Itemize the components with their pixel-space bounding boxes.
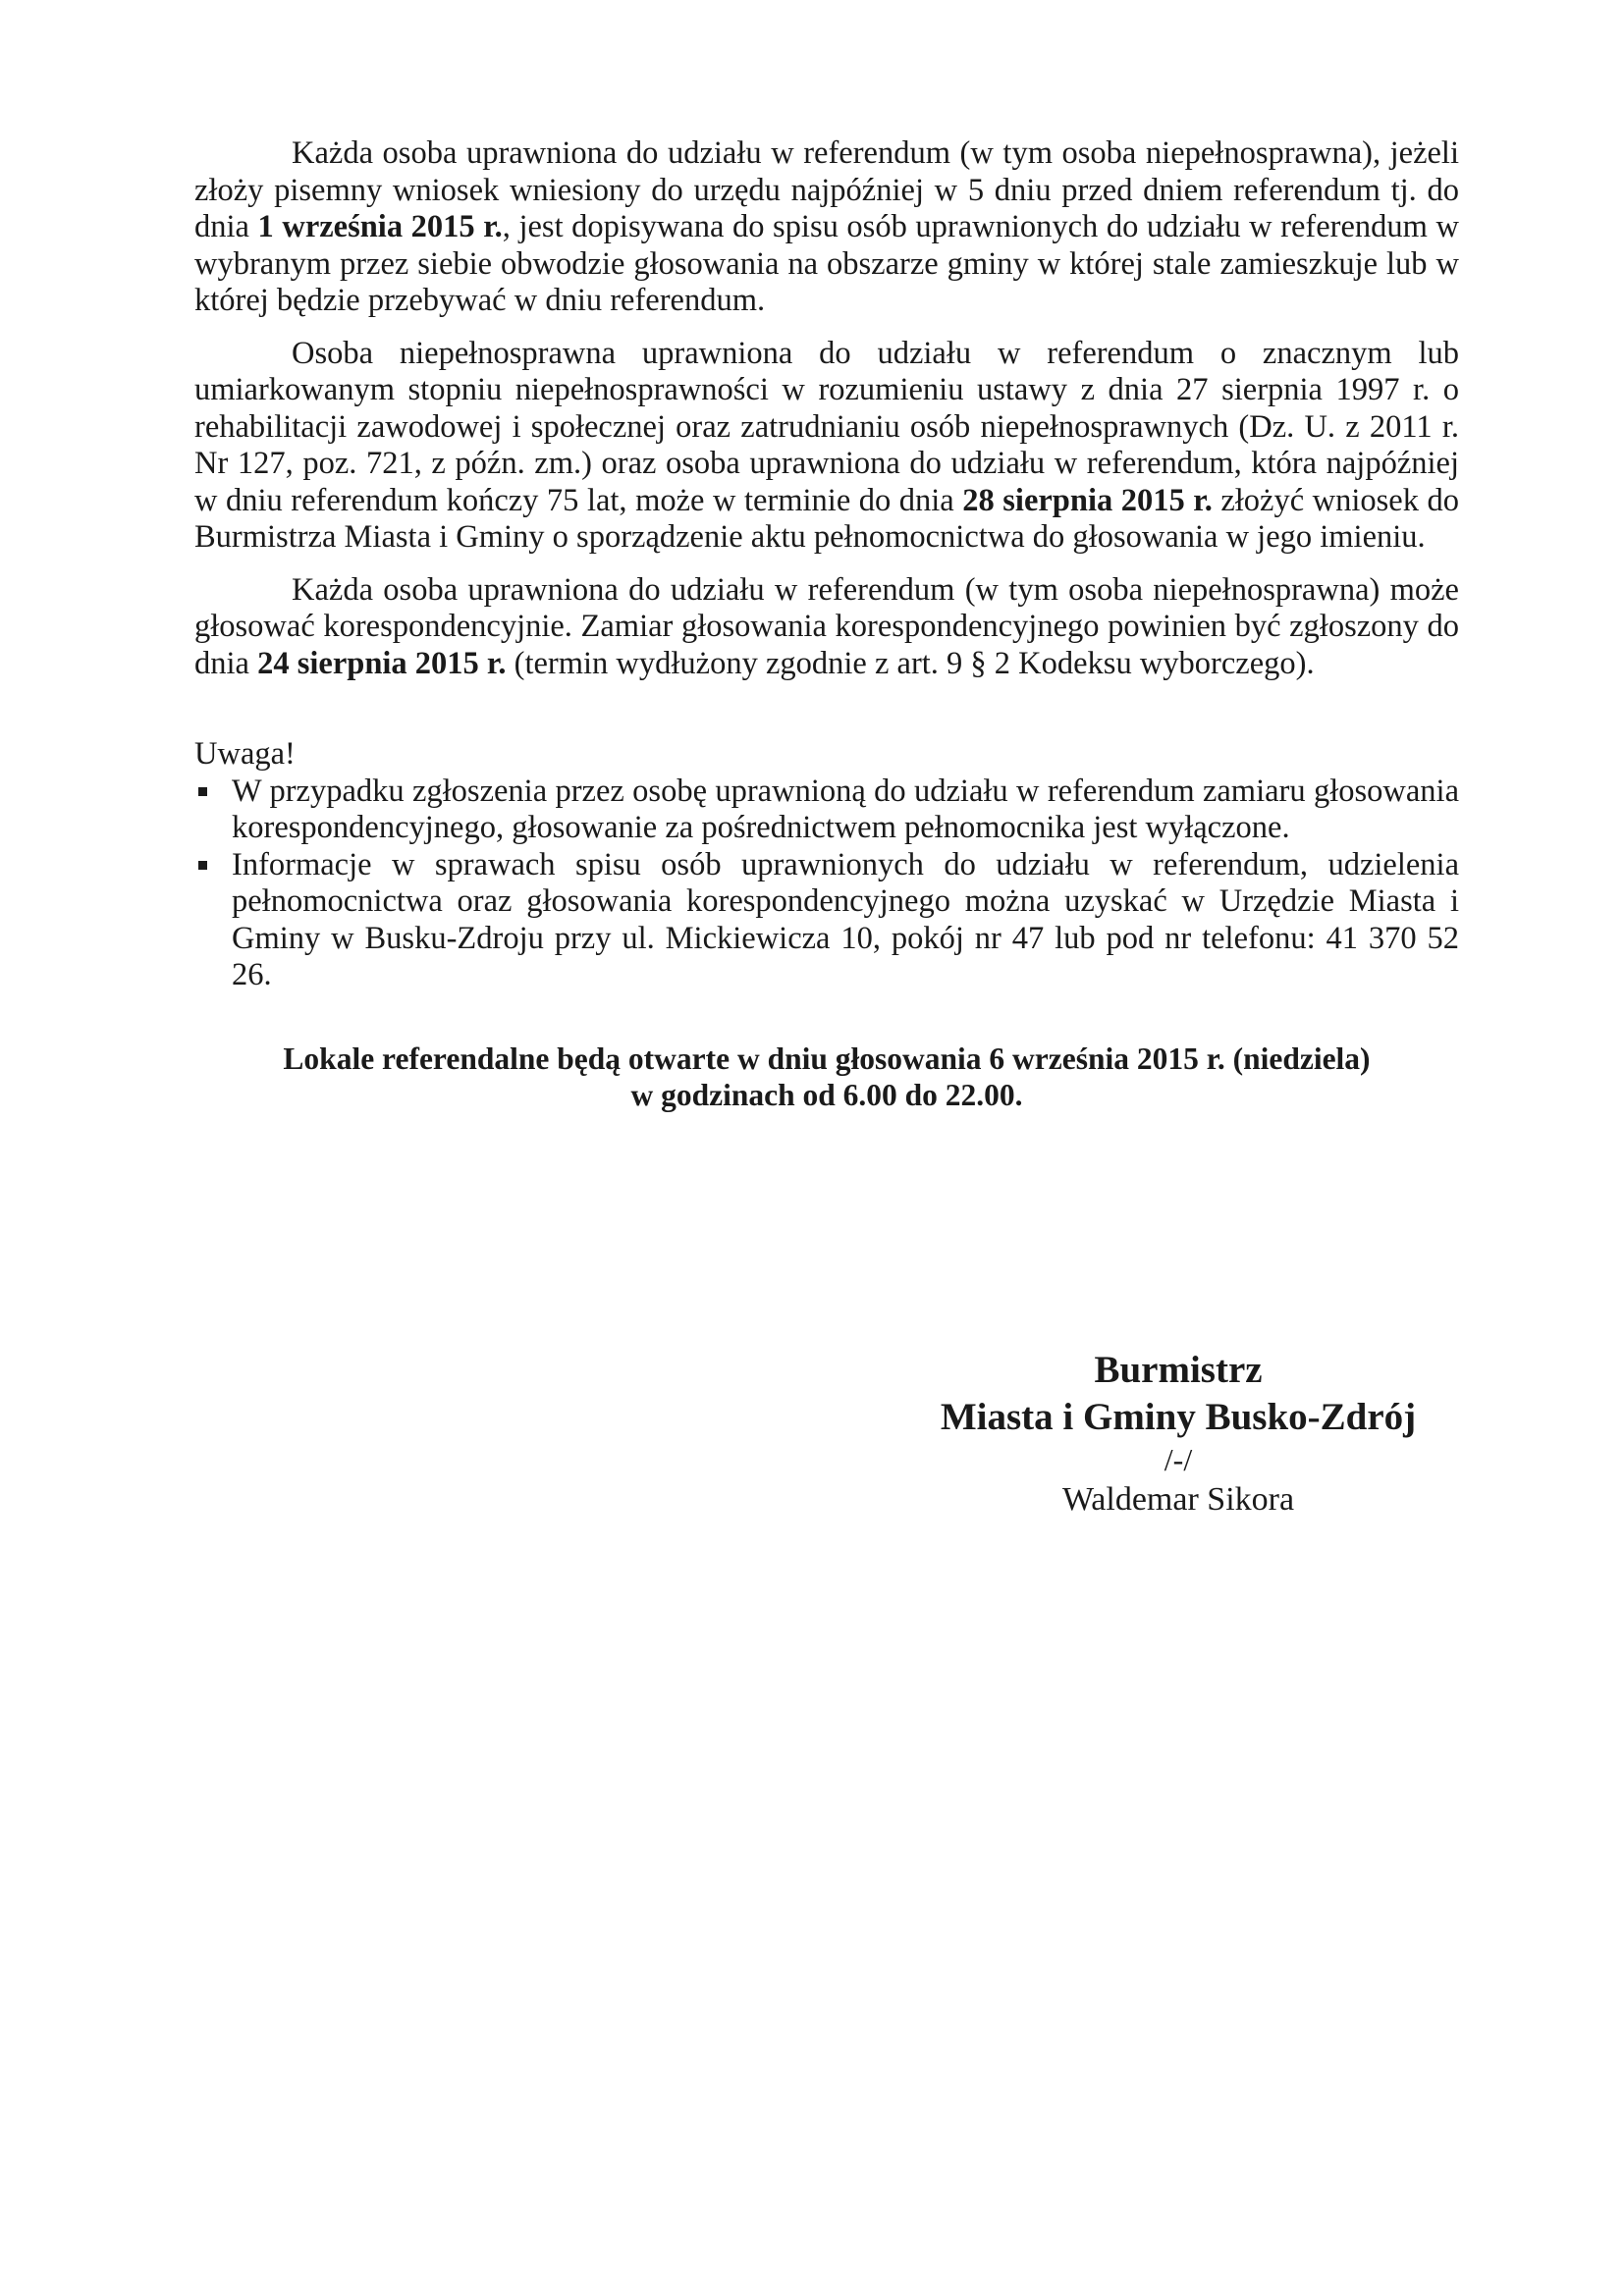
- note-label: Uwaga!: [194, 736, 296, 772]
- paragraph-postal-voting: Każda osoba uprawniona do udziału w referendum (w tym osoba niepełnosprawna) może głosować korespondencyjnie. Zamiar głosowania korespondencyjnego powinien być zgłoszony do dnia 24 sierpnia 2015 r. (termin wydłużony zgodnie z art. 9 § 2 Kodeksu wyborczego).: [194, 571, 1459, 681]
- closing-line-2: w godzinach od 6.00 do 22.00.: [630, 1078, 1023, 1112]
- paragraph-registration: Każda osoba uprawniona do udziału w referendum (w tym osoba niepełnosprawna), jeżeli złoży pisemny wniosek wniesiony do urzędu najpóźniej w 5 dniu przed dniem referendum tj. do dnia 1 września 2015 r., jest dopisywana do spisu osób uprawnionych do udziału w referendum w wybranym przez siebie obwodzie głosowania na obszarze gminy w której stale zamieszkuje lub w której będzie przebywać w dniu referendum.: [194, 135, 1459, 318]
- list-item: Informacje w sprawach spisu osób uprawnionych do udziału w referendum, udzielenia pełnomocnictwa oraz głosowania korespondencyjnego można uzyskać w Urzędzie Miasta i Gminy w Busku-Zdroju przy ul. Mickiewicza 10, pokój nr 47 lub pod nr telefonu: 41 370 52 26.: [194, 847, 1459, 994]
- deadline-registration: 1 września 2015 r.: [257, 209, 503, 244]
- paragraph-proxy-voting: Osoba niepełnosprawna uprawniona do udziału w referendum o znacznym lub umiarkowanym stopniu niepełnosprawności w rozumieniu ustawy z dnia 27 sierpnia 1997 r. o rehabilitacji zawodowej i społecznej oraz zatrudnianiu osób niepełnosprawnych (Dz. U. z 2011 r. Nr 127, poz. 721, z późn. zm.) oraz osoba uprawniona do udziału w referendum, która najpóźniej w dniu referendum kończy 75 lat, może w terminie do dnia 28 sierpnia 2015 r. złożyć wniosek do Burmistrza Miasta i Gminy o sporządzenie aktu pełnomocnictwa do głosowania w jego imieniu.: [194, 335, 1459, 555]
- closing-notice: [194, 1041, 1459, 1114]
- signature-block: [903, 1347, 1453, 1522]
- square-bullet-icon: [198, 861, 207, 870]
- document-body: [194, 135, 1459, 1114]
- square-bullet-icon: [198, 787, 207, 796]
- signature-title: Burmistrz: [1094, 1349, 1263, 1391]
- signatory-name: Waldemar Sikora: [1061, 1481, 1295, 1518]
- list-item: W przypadku zgłoszenia przez osobę uprawnioną do udziału w referendum zamiaru głosowania korespondencyjnego, głosowanie za pośrednictwem pełnomocnika jest wyłączone.: [194, 774, 1459, 847]
- deadline-postal: 24 sierpnia 2015 r.: [257, 645, 507, 681]
- deadline-proxy: 28 sierpnia 2015 r.: [962, 482, 1213, 518]
- closing-line-1: Lokale referendalne będą otwarte w dniu głosowania 6 września 2015 r. (niedziela): [283, 1041, 1371, 1076]
- signature-mark: /-/: [1164, 1442, 1193, 1477]
- note-list: [194, 774, 1459, 994]
- signature-office: Miasta i Gminy Busko-Zdrój: [940, 1396, 1417, 1438]
